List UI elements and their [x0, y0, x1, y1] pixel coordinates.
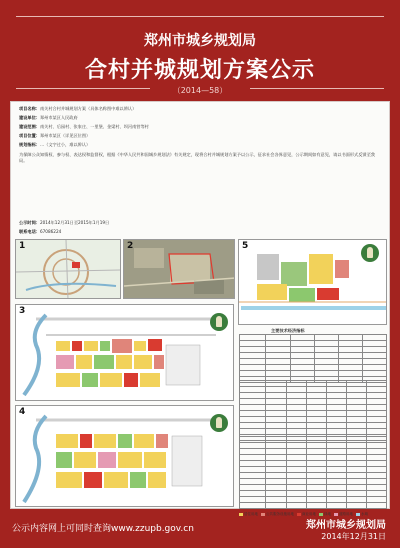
page-title: 合村并城规划方案公示	[84, 58, 315, 83]
map-number: 1	[19, 241, 26, 251]
header-divider-right	[250, 88, 384, 89]
current-status-graphic	[124, 240, 235, 299]
road-system-map	[15, 405, 234, 507]
table-title: 主要技术经济指标	[271, 328, 305, 333]
location-map-graphic	[16, 240, 121, 299]
legend-label: 商业用地	[302, 512, 316, 516]
current-status-map	[123, 239, 235, 299]
map-number: 5	[242, 241, 249, 251]
info-value: …（文字过小，难以辨认）	[39, 142, 91, 147]
legend-label: 水域	[361, 512, 368, 516]
info-label: 项目名称：	[19, 106, 40, 111]
info-label: 建设范围：	[19, 124, 40, 129]
period-value: 2014年12月31日至2015年1月19日	[39, 220, 110, 225]
info-value: 南关村合村并城规划方案（具体名称图中难以辨认）	[39, 106, 137, 111]
contact-label: 联系电话：	[19, 229, 40, 234]
info-project-name	[19, 106, 379, 112]
info-value: 郑州市某区人民政府	[39, 115, 78, 120]
road-system-graphic	[16, 406, 234, 507]
land-use-plan-map	[15, 304, 234, 401]
info-value: 南关村、后园村、张家庄、一里堡、金梁村、坝河南营等村	[39, 124, 149, 129]
period-label: 公示时间：	[19, 220, 40, 225]
content-panel	[10, 101, 390, 516]
location-map	[15, 239, 121, 299]
info-label: 建设单位：	[19, 115, 40, 120]
bureau-logo	[210, 414, 228, 432]
footer-date: 2014年12月31日	[321, 532, 386, 541]
info-unit	[19, 115, 379, 121]
notice-text: 为保障公众知情权、参与权、表达权和监督权，根据《中华人民共和国城乡规划法》有关规定，现将合村并城规划方案予以公示，征求社会各界意见，公示期间如有意见，请以书面形式反馈至我局。	[19, 152, 375, 163]
info-label: 规划指标：	[19, 142, 40, 147]
map-number: 3	[19, 306, 26, 316]
bureau-logo	[210, 313, 228, 331]
indicator-table-3	[239, 436, 387, 509]
legend-label: 居住用地	[244, 512, 258, 516]
footer-url: 公示内容网上可同时查询www.zzupb.gov.cn	[12, 524, 194, 534]
legend-label: 公共服务设施用地	[266, 512, 294, 516]
legend-label: 道路用地	[339, 512, 353, 516]
legend-swatch	[261, 513, 265, 516]
contact-value: 67086224	[39, 229, 62, 234]
overall-plan-map	[238, 239, 387, 325]
map-number: 2	[127, 241, 134, 251]
info-location	[19, 133, 379, 139]
legend-label: 绿地	[324, 512, 331, 516]
land-use-plan-graphic	[16, 305, 234, 401]
notice-period	[19, 220, 379, 226]
info-label: 项目位置：	[19, 133, 40, 138]
info-value: 郑州市某区（详见区位图）	[39, 133, 91, 138]
footer-org: 郑州市城乡规划局	[306, 520, 386, 531]
overview-paragraph	[19, 152, 381, 218]
info-scope	[19, 124, 379, 130]
header-divider-top	[16, 16, 384, 17]
bureau-name: 郑州市城乡规划局	[144, 33, 256, 49]
document-number: （2014—58）	[172, 86, 228, 95]
info-overview	[19, 142, 379, 148]
legend-swatch	[297, 513, 301, 516]
map-number: 4	[19, 407, 26, 417]
indicator-table-2	[239, 380, 387, 441]
legend-item	[261, 512, 294, 517]
bureau-logo	[361, 244, 379, 262]
notice-contact	[19, 229, 379, 235]
indicator-table-1	[239, 334, 387, 383]
legend-item	[239, 512, 258, 517]
legend-swatch	[239, 513, 243, 516]
